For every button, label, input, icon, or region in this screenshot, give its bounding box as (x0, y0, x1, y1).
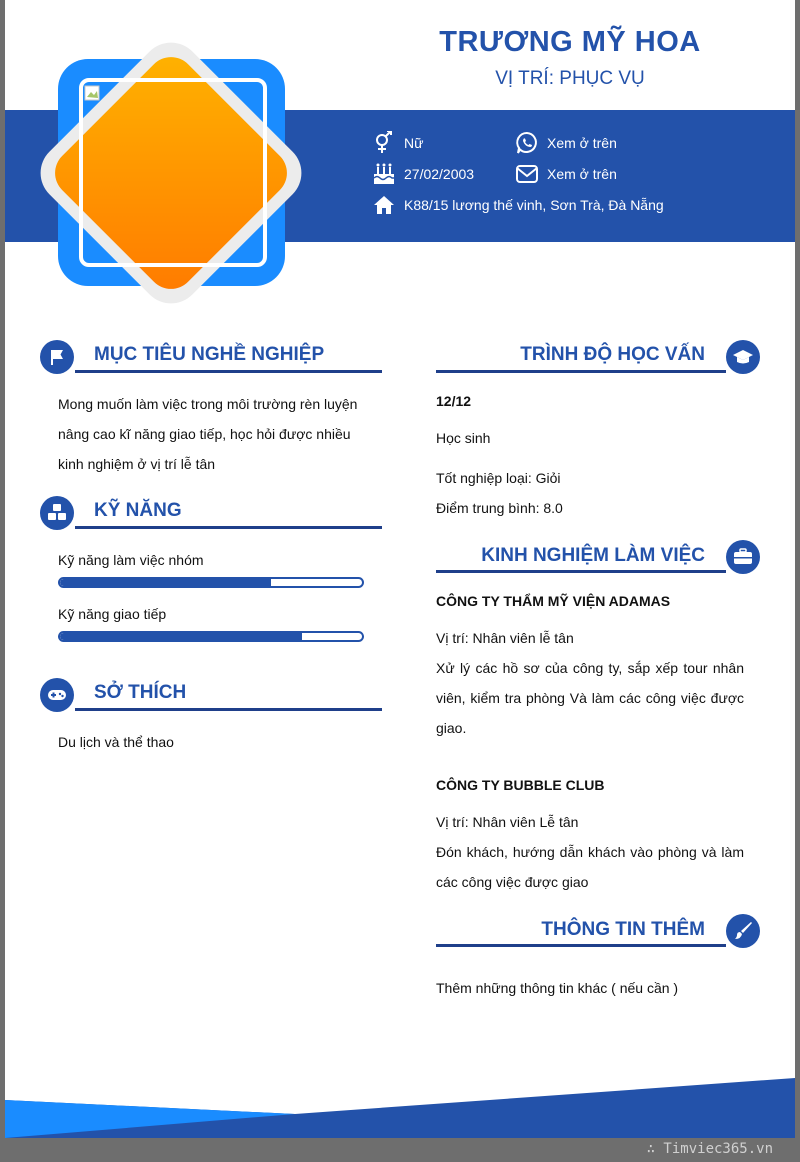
job-1-position: Vị trí: Nhân viên lễ tân (436, 630, 574, 646)
hobbies-badge (40, 678, 74, 712)
birthday-cake-icon (372, 162, 396, 186)
objective-underline (75, 370, 382, 373)
envelope-icon (515, 162, 539, 186)
job-1-desc-1: Xử lý các hồ sơ của công ty, sắp xếp tour nhân (436, 660, 744, 676)
hobbies-text: Du lịch và thể thao (58, 734, 174, 750)
skill-2-label: Kỹ năng giao tiếp (58, 606, 167, 622)
objective-title: MỤC TIÊU NGHỀ NGHIỆP (94, 344, 325, 365)
job-2-position: Vị trí: Nhân viên Lễ tân (436, 814, 579, 830)
hobbies-title: SỞ THÍCH (94, 682, 187, 703)
job-1-desc-3: giao. (436, 720, 467, 736)
gender-icon (372, 131, 396, 155)
skill-1-bar (58, 577, 364, 588)
email-value: Xem ở trên (547, 166, 617, 182)
extra-underline (436, 944, 726, 947)
job-2-company: CÔNG TY BUBBLE CLUB (436, 777, 605, 793)
flag-icon (47, 347, 67, 367)
job-1-desc-2: viên, kiểm tra phòng Và làm các công việc được (436, 690, 744, 706)
skills-title: KỸ NĂNG (94, 500, 182, 521)
briefcase-icon (733, 547, 753, 567)
skills-badge (40, 496, 74, 530)
skill-1-label: Kỹ năng làm việc nhóm (58, 552, 204, 568)
extra-badge (726, 914, 760, 948)
extra-title: THÔNG TIN THÊM (541, 919, 705, 940)
objective-line-2: nâng cao kĩ năng giao tiếp, học hỏi được nhiều (58, 426, 351, 442)
experience-title: KINH NGHIỆM LÀM VIỆC (481, 545, 705, 566)
experience-underline (436, 570, 726, 573)
skill-1-fill (60, 579, 271, 586)
gender-value: Nữ (404, 135, 424, 151)
footer-decoration (5, 1070, 795, 1138)
education-classification: Tốt nghiệp loại: Giỏi (436, 470, 561, 486)
cv-page (5, 0, 795, 1138)
education-underline (436, 370, 726, 373)
education-badge (726, 340, 760, 374)
candidate-name: TRƯƠNG MỸ HOA (439, 26, 701, 58)
brand-watermark: ∴ Timviec365.vn (646, 1141, 773, 1157)
avatar (5, 0, 335, 330)
home-icon (372, 193, 396, 217)
hobbies-underline (75, 708, 382, 711)
education-gpa: Điểm trung bình: 8.0 (436, 500, 563, 516)
whatsapp-icon (515, 131, 539, 155)
skill-2-fill (60, 633, 302, 640)
cubes-icon (47, 503, 67, 523)
phone-value: Xem ở trên (547, 135, 617, 151)
job-2-desc-1: Đón khách, hướng dẫn khách vào phòng và làm (436, 844, 744, 860)
address-value: K88/15 lương thế vinh, Sơn Trà, Đà Nẵng (404, 197, 664, 213)
extra-text: Thêm những thông tin khác ( nếu cần ) (436, 980, 679, 996)
objective-badge (40, 340, 74, 374)
education-title: TRÌNH ĐỘ HỌC VẤN (520, 344, 705, 365)
skills-underline (75, 526, 382, 529)
education-grade: 12/12 (436, 393, 472, 409)
graduation-cap-icon (733, 347, 753, 367)
gamepad-icon (47, 685, 67, 705)
experience-badge (726, 540, 760, 574)
objective-line-1: Mong muốn làm việc trong môi trường rèn luyện (58, 396, 358, 412)
job-2-desc-2: các công việc được giao (436, 874, 589, 890)
birthday-value: 27/02/2003 (404, 166, 475, 182)
paint-brush-icon (733, 921, 753, 941)
education-status: Học sinh (436, 430, 491, 446)
skill-2-bar (58, 631, 364, 642)
objective-line-3: kinh nghiệm ở vị trí lễ tân (58, 456, 216, 472)
candidate-position: VỊ TRÍ: PHỤC VỤ (495, 68, 645, 89)
job-1-company: CÔNG TY THẨM MỸ VIỆN ADAMAS (436, 593, 671, 609)
